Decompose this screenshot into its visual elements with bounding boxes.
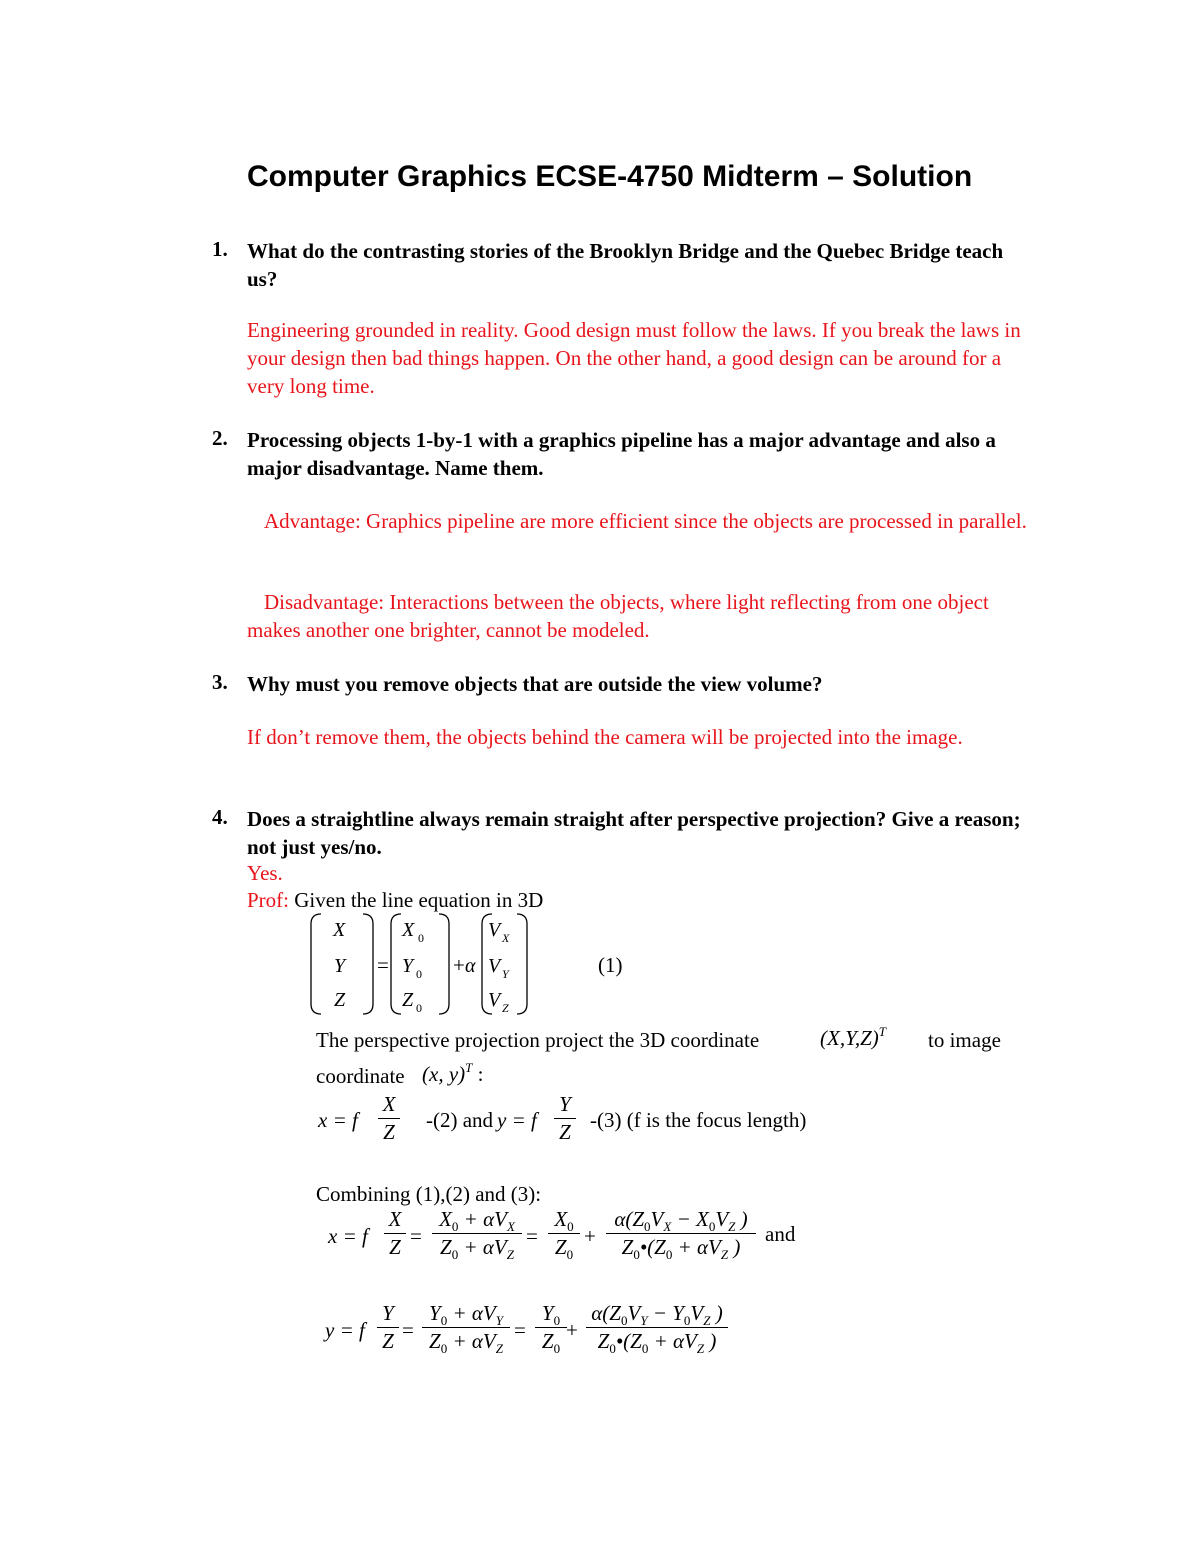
equation-label-2: -(2) and	[426, 1108, 494, 1132]
equation-label-3: -(3) (f is the focus length)	[590, 1108, 807, 1132]
svg-text:0: 0	[418, 931, 424, 945]
y-eq-frac-1: Y Z	[377, 1301, 399, 1354]
question-number: 2.	[212, 426, 228, 450]
answer-text: If don’t remove them, the objects behind the camera will be projected into the image.	[247, 725, 963, 749]
x-eq-frac-4: $\alpha(Z_0V_X - X_0V_Z$ ) $Z_0•(Z_0 + \alpha V_Z$ )	[606, 1207, 756, 1260]
svg-text:0: 0	[416, 967, 422, 981]
y-eq-frac-3: $Y_0$ $Z_0$	[535, 1301, 567, 1354]
answer-advantage: Advantage: Graphics pipeline are more efficient since the objects are processed in parallel.	[264, 509, 1027, 533]
question-text: Processing objects 1-by-1 with a graphics pipeline has a major advantage and also a major disadvantage. Name them.	[247, 428, 996, 480]
svg-text:Z: Z	[334, 989, 346, 1011]
plus-sign: +	[566, 1318, 578, 1342]
y-eq-frac-4: $\alpha(Z_0V_Y - Y_0V_Z$ ) $Z_0•(Z_0 + \alpha V_Z$ )	[586, 1301, 728, 1354]
equals-sign: =	[410, 1224, 422, 1248]
coordinate-3d: $(X,Y,Z)^T$	[820, 1024, 886, 1050]
plus-sign: +	[584, 1224, 596, 1248]
proof-text: Given the line equation in 3D	[289, 888, 544, 912]
answer-disadvantage: Disadvantage: Interactions between the objects, where light reflecting from one object makes another one brighter, cannot be modeled.	[247, 590, 989, 642]
eq2-fraction: X Z	[378, 1092, 400, 1145]
x-eq-frac-2: $X_0 + \alpha V_X$ $Z_0 + \alpha V_Z$	[432, 1207, 522, 1260]
question-text: What do the contrasting stories of the Brooklyn Bridge and the Quebec Bridge teach us?	[247, 239, 1004, 291]
perspective-text-2: to image	[928, 1028, 1001, 1052]
eq3-lhs: y = f	[497, 1108, 537, 1132]
proof-label: Prof:	[247, 888, 289, 912]
svg-text:V: V	[488, 989, 501, 1011]
x-eq-frac-3: $X_0$ $Z_0$	[548, 1207, 580, 1260]
eq2-lhs: x = f	[318, 1108, 358, 1132]
x-eq-frac-1: X Z	[384, 1207, 406, 1260]
line-equation	[305, 908, 645, 1020]
svg-text:0: 0	[416, 1001, 422, 1015]
svg-text:+: +	[453, 953, 465, 977]
svg-text:V: V	[488, 955, 501, 977]
eq3-fraction: Y Z	[554, 1092, 576, 1145]
and-word: and	[765, 1222, 796, 1246]
svg-text:=: =	[377, 953, 389, 977]
question-number: 1.	[212, 237, 228, 261]
answer-text: Engineering grounded in reality. Good design must follow the laws. If you break the laws in your design then bad things happen. On the other hand, a good design can be around for a very long time.	[247, 318, 1021, 398]
question-text: Does a straightline always remain straight after perspective projection? Give a reason; not just yes/no.	[247, 807, 1021, 859]
combining-text: Combining (1),(2) and (3):	[316, 1182, 542, 1206]
svg-text:X: X	[333, 919, 346, 941]
svg-text:α: α	[465, 955, 476, 977]
y-eq-lhs: y = f	[325, 1318, 365, 1342]
svg-text:Z: Z	[502, 1001, 509, 1015]
equation-label-1: (1)	[598, 953, 623, 977]
svg-text:V: V	[488, 919, 501, 941]
equals-sign: =	[402, 1318, 414, 1342]
x-eq-lhs: x = f	[328, 1224, 368, 1248]
svg-text:Z: Z	[402, 989, 414, 1011]
svg-text:X: X	[402, 919, 415, 941]
question-number: 3.	[212, 670, 228, 694]
coordinate-2d: (x, y)$^T$ :	[422, 1060, 484, 1086]
svg-text:Y: Y	[402, 955, 414, 977]
svg-text:Y: Y	[502, 967, 509, 981]
y-eq-frac-2: $Y_0 + \alpha V_Y$ $Z_0 + \alpha V_Z$	[422, 1301, 510, 1354]
answer-yes: Yes.	[247, 861, 283, 885]
svg-text:Y: Y	[334, 955, 346, 977]
equals-sign: =	[514, 1318, 526, 1342]
perspective-text-1: The perspective projection project the 3D coordinate	[316, 1028, 760, 1052]
question-number: 4.	[212, 805, 228, 829]
equals-sign: =	[526, 1224, 538, 1248]
perspective-text-3: coordinate	[316, 1064, 405, 1088]
page-title: Computer Graphics ECSE-4750 Midterm – Solution	[247, 160, 973, 193]
question-text: Why must you remove objects that are outside the view volume?	[247, 672, 823, 696]
svg-text:X: X	[502, 931, 510, 945]
